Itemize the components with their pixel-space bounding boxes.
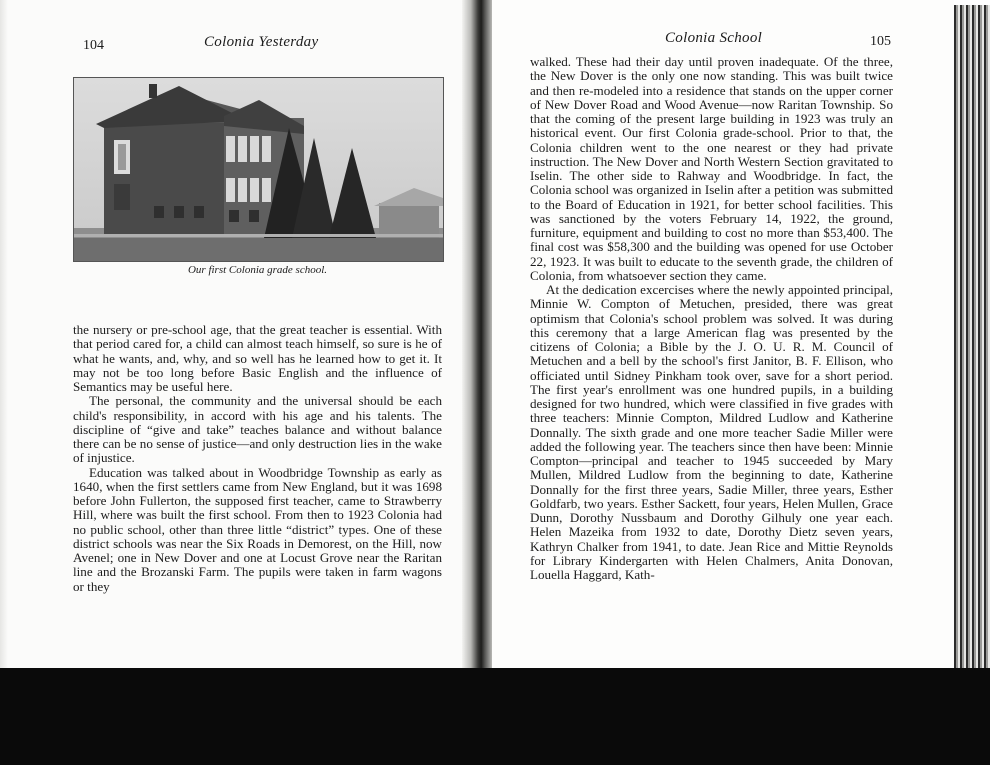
right-paragraph-1: walked. These had their day until proven inadequate. Of the three, the New Dover is the only one now standing. This was built twice and then re-modeled into a residence that stands on the upper corner of New Dover Road and Wood Avenue—now Raritan Township. So that the coming of the present large building in 1923 was truly an historical event. Our first Colonia grade-school. Prior to that, the Colonia children went to the one nearest or they had private instruction. The New Dover and North Western Section gravitated to Iselin. The other side to Rahway and Woodbridge. In fact, the Colonia school was organized in Iselin after a petition was submitted to the Board of Education in 1921, for better school facilities. This was sanctioned by the voters February 14, 1922, the ground, furniture, equipment and building to cost no more than $53,400. The final cost was $58,300 and the building was opened for use October 22, 1923. It was built to educate to the seventh grade, the children of Colonia, from whatsoever section they came. (530, 54, 893, 283)
right-paragraph-2: At the dedication excercises where the newly appointed principal, Minnie W. Compton of Metuchen, presided, there was great optimism that Colonia's school problem was solved. It was during this ceremony that a large American flag was presented by the citizens of Colonia; a Bible by the J. O. U. R. M. Council of Metuchen and a bell by the school's first Janitor, B. F. Ellison, who officiated until Sidney Pinkham took over, save for a short period. The first year's enrollment was one hundred pupils, in a building designed for two hundred, which were classified in five grades with three teachers: Minnie Compton, Mildred Ludlow and Katherine Donnally. The sixth grade and one more teacher Sadie Miller were added the following year. The teachers since then have been: Minnie Compton—principal and teacher to 1945 succeeded by Mary Mullen, Mildred Ludlow from the beginning to date, Katherine Donnally for the first three years, Sadie Miller, three years, Esther Goldfarb, two years. Esther Sackett, four years, Helen Mullen, Grace Dunn, Dorothy Nussbaum and Dorothy Gilhuly one year each. Helen Mazeika from 1932 to date, Dorothy Dietz seven years, Kathryn Chalker from 1941, to date. Jean Rice and Mittie Reynolds for Library Kindergarten with Helen Chalmers, Anita Donovan, Louella Haggard, Kath- (530, 282, 893, 582)
school-building-image (74, 78, 443, 261)
left-running-head: Colonia Yesterday (204, 34, 319, 50)
school-photo (73, 77, 444, 262)
right-page-number: 105 (870, 34, 891, 49)
left-body-text (73, 323, 442, 594)
right-page (492, 0, 954, 670)
scan-bottom-border (0, 668, 990, 765)
right-page-edge (954, 5, 990, 670)
left-paragraph-3: Education was talked about in Woodbridge Township as early as 1640, when the first settlers came from New England, but it was 1698 before John Fullerton, the supposed first teacher, came to Strawberry Hill, where was built the first school. From then to 1923 Colonia had no public school, other than three little “district” types. One of these district schools was near the Six Roads in Demorest, on the Hill, now Avenel; one in New Dover and one at Locust Grove near the Raritan line and the Brozanski Farm. The pupils were taken in farm wagons or they (73, 464, 442, 594)
left-paragraph-2: The personal, the community and the universal should be each child's responsibility, in accord with his age and his talents. The discipline of “give and take” teaches balance and without balance there can be no sense of justice—and only destruction lies in the wake of injustice. (73, 393, 442, 466)
right-running-head: Colonia School (665, 30, 763, 46)
left-page-number: 104 (83, 38, 104, 53)
left-paragraph-1: the nursery or pre-school age, that the great teacher is essential. With that period cared for, a child can almost teach himself, so sure is he of what he wants, and, why, and so well has he learned how to get it. It may not be too long before Basic English and the influence of Semantics may be useful here. (73, 322, 442, 394)
photo-caption: Our first Colonia grade school. (187, 264, 328, 276)
right-body-text (530, 55, 893, 582)
left-page (0, 0, 470, 670)
left-page-edge (0, 0, 8, 670)
